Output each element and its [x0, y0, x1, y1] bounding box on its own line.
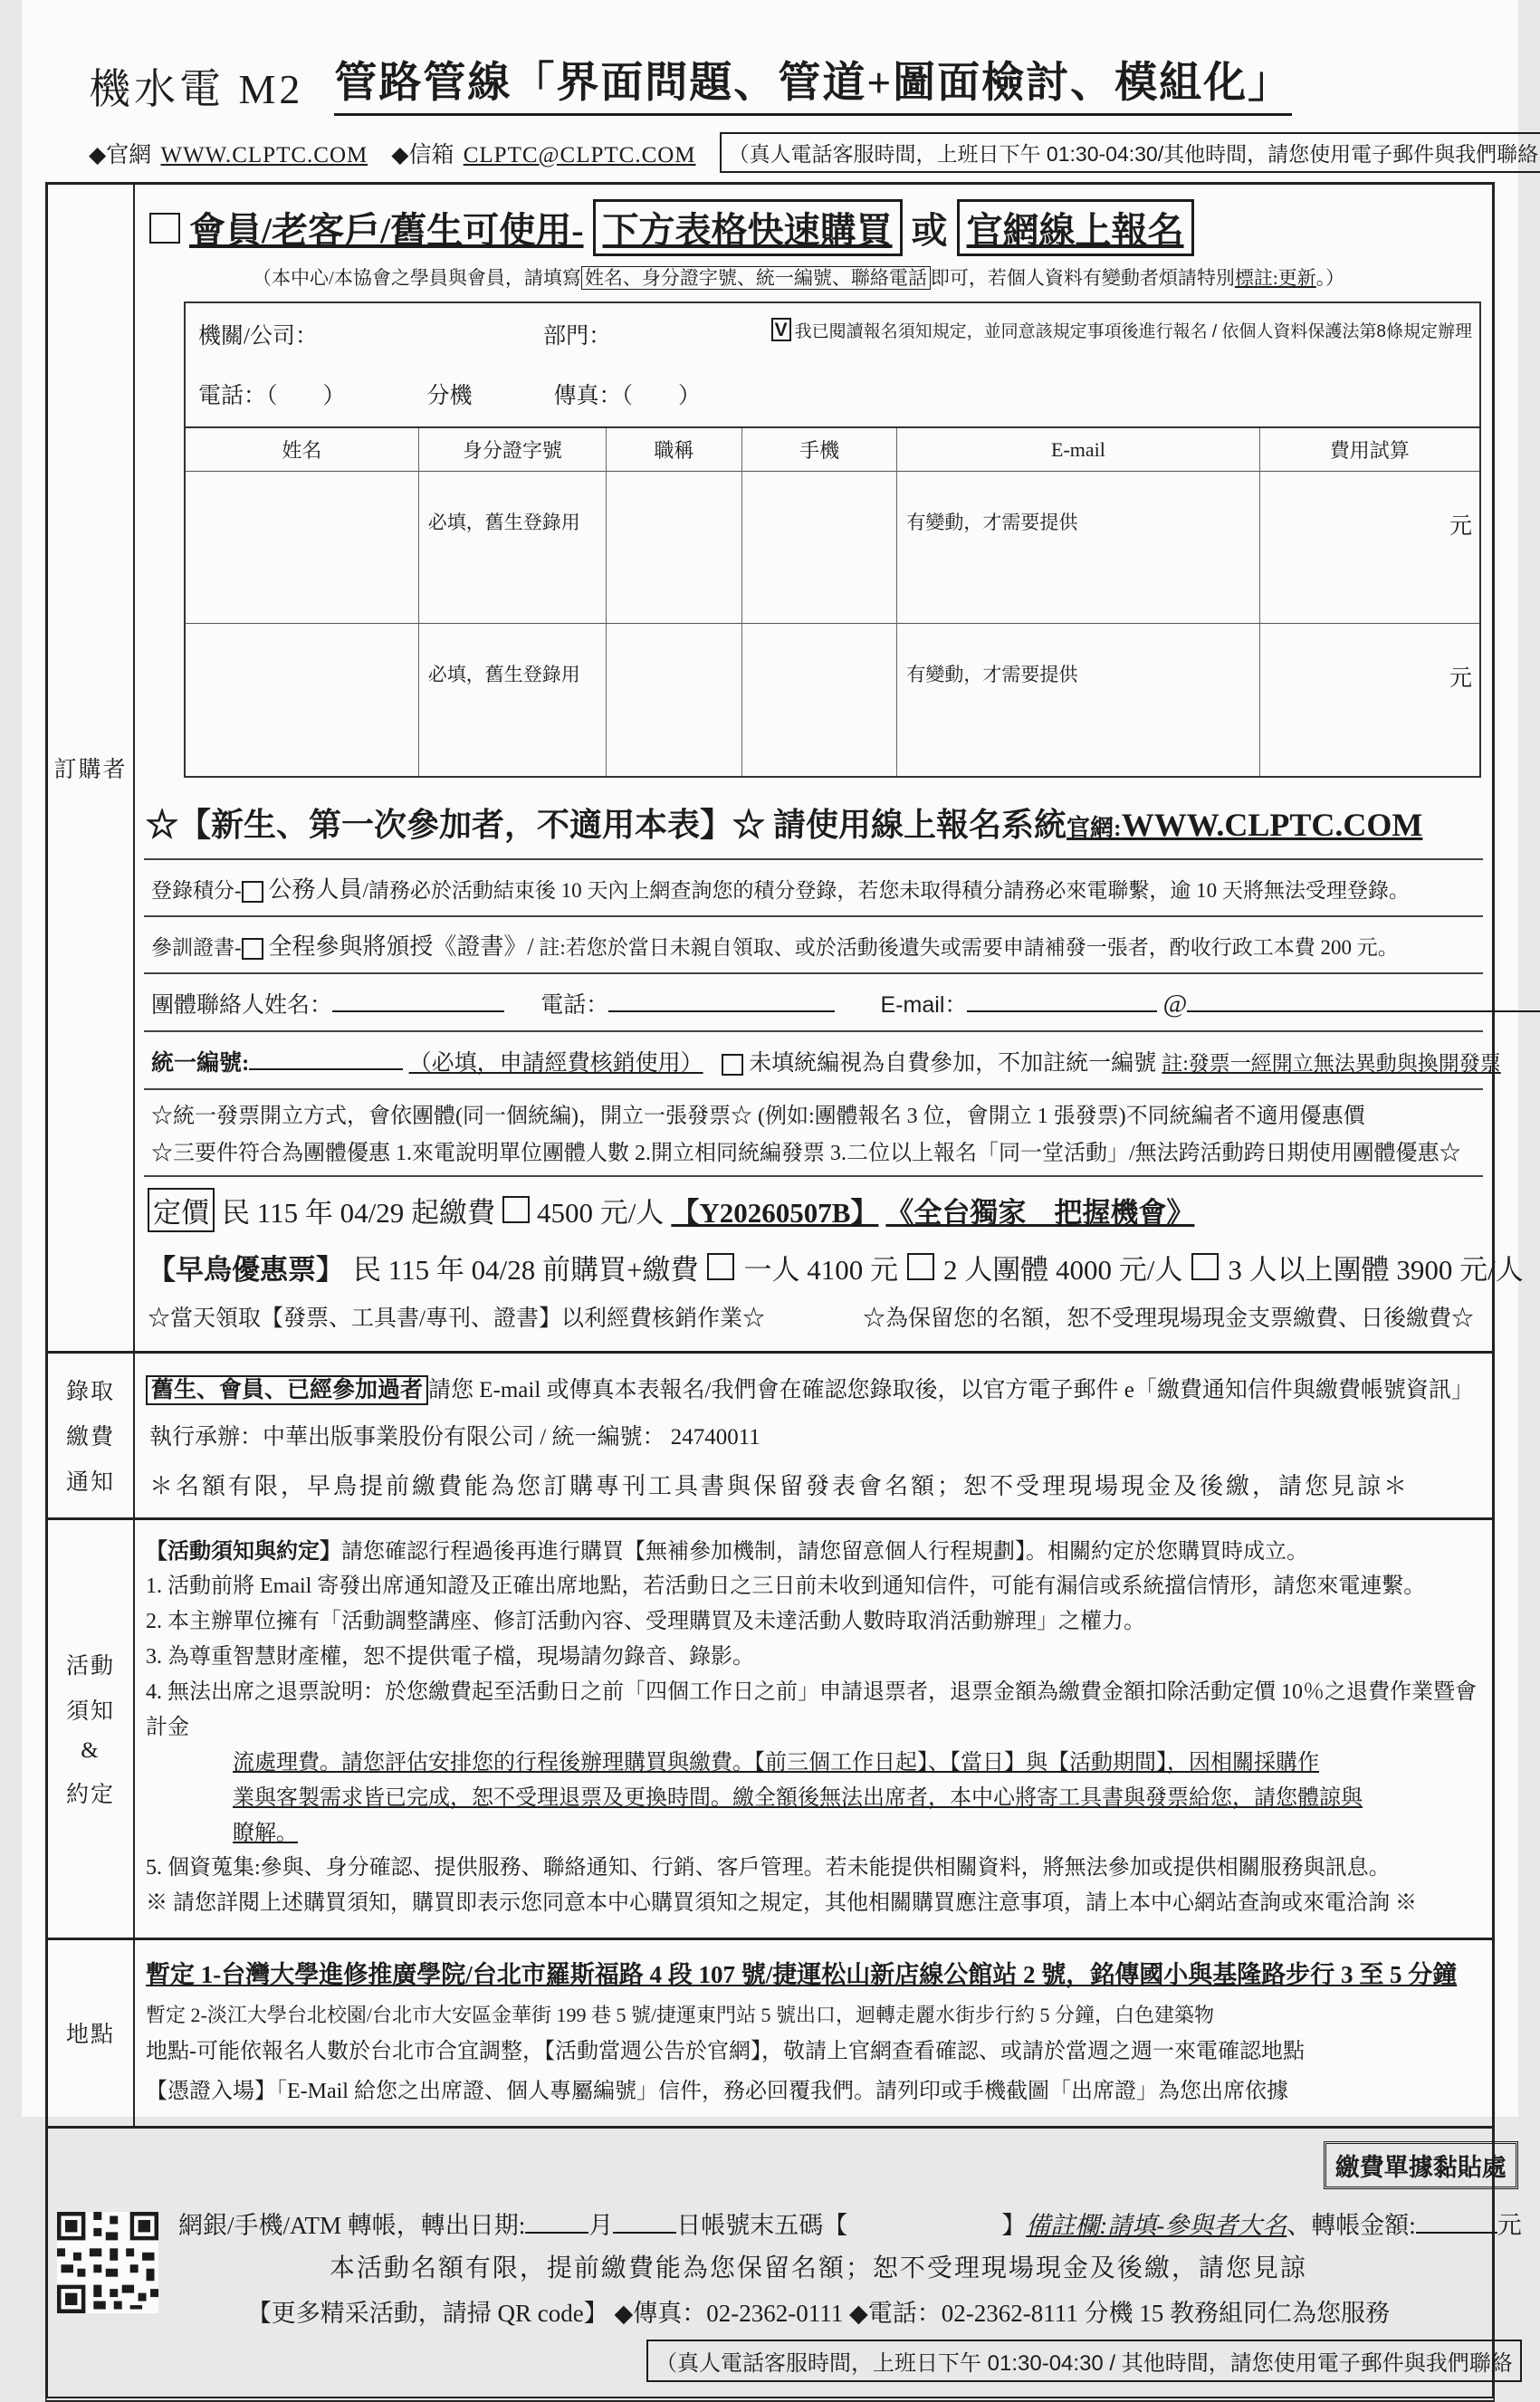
orderer-content [135, 185, 1524, 1351]
agree-checkbox[interactable]: V [771, 318, 791, 341]
cert-cb-label: 全程參與將頒授《證書》/ [268, 933, 534, 960]
title-cell[interactable] [606, 624, 741, 776]
transfer-row [178, 2205, 1522, 2241]
newbie-web-url[interactable]: WWW.CLPTC.COM [1121, 806, 1423, 843]
rule-6: ※ 請您詳閱上述購買須知，購買即表示您同意本中心購買須知之規定，其他相關購買應注意事項，請上本中心網站查詢或來電洽詢 ※ [146, 1891, 1417, 1916]
price-checkbox[interactable] [502, 1196, 530, 1223]
points-label: 登錄積分- [151, 878, 242, 902]
points-cb-label: 公務人員 [268, 876, 363, 903]
member-note-underline: 標註:更新 [1234, 267, 1316, 289]
rule-1: 1. 活動前將 Email 寄發出席通知證及正確出席地點，若活動日之三日前未收到通知信件，可能有漏信或系統擋信情形，請您來電連繫。 [146, 1574, 1426, 1599]
venue-text [144, 1946, 1483, 2119]
col-name: 姓名 [186, 427, 418, 472]
mobile-cell[interactable] [741, 624, 896, 776]
rules-section [48, 1520, 1492, 1941]
website-label: ◆官網 [89, 142, 152, 167]
rules-text [144, 1526, 1483, 1931]
dept-field-label[interactable]: 部門： [543, 324, 612, 349]
taxid-blank[interactable] [249, 1043, 403, 1070]
enroll-line1-text: 請您 E-mail 或傳真本表報名/我們會在確認您錄取後，以官方電子郵件 e「繳費通知信件與繳費帳號資訊」 [428, 1377, 1474, 1402]
price-tag: 定價 [148, 1188, 215, 1232]
cert-checkbox[interactable] [242, 938, 263, 960]
rule-4-cont: 瞭解。 [233, 1821, 298, 1845]
rule-5: 5. 個資蒐集:參與、身分確認、提供服務、聯絡通知、行銷、客戶管理。若未能提供相關資料，將無法參加或提供相關服務與訊息。 [146, 1856, 1391, 1880]
course-code: 機水電 M2 [89, 66, 304, 112]
rules-title: 【活動須知與約定】 [146, 1539, 341, 1564]
header-contact-row [45, 120, 1539, 182]
cert-row [144, 915, 1483, 972]
member-heading-row [144, 190, 1483, 258]
attendee-table [186, 426, 1479, 776]
or-text: 或 [911, 210, 948, 251]
email-cell[interactable]: 有變動，才需要提供 [897, 472, 1259, 624]
service-hours-box-bottom: （真人電話客服時間，上班日下午 01:30-04:30 / 其他時間，請您使用電子郵件與我們聯絡 [646, 2340, 1522, 2382]
side-label-text: 地點 [65, 2023, 115, 2048]
claim-row [144, 1293, 1483, 1344]
name-cell[interactable] [186, 624, 418, 776]
rules-intro [146, 1535, 1479, 1570]
account-digits-blank[interactable] [847, 2205, 1001, 2234]
invoice-star1: ☆統一發票開立方式，會依團體(同一個統編)，開立一張發票☆ (例如:團體報名 3 位，會開立 1 張發票)不同統編者不適用優惠價 [144, 1088, 1483, 1133]
registration-form-page [22, 0, 1539, 2377]
at-sign: @ [1162, 989, 1188, 1019]
attendee-row [186, 472, 1479, 624]
member-note-mid: 即可，若個人資料有變動者煩請特別 [930, 267, 1235, 289]
claim-left: ☆當天領取【發票、工具書/專刊、證書】以利經費核銷作業☆ [148, 1306, 765, 1331]
qr-code [57, 2212, 158, 2313]
invoice-star2: ☆三要件符合為團體優惠 1.來電說明單位團體人數 2.開立相同統編發票 3.二位以上報名「同一堂活動」/無法跨活動跨日期使用團體優惠☆ [151, 1141, 1461, 1165]
newbie-notice: ☆【新生、第一次參加者，不適用本表】☆ 請使用線上報名系統 [146, 806, 1067, 843]
contact-line [115, 2293, 1522, 2329]
amount-blank[interactable] [1416, 2205, 1497, 2234]
member-note-prefix: （本中心/本協會之學員與會員，請填寫 [253, 267, 581, 289]
group-email-blank[interactable] [967, 985, 1157, 1012]
group-name-label: 團體聯絡人姓名： [151, 992, 333, 1018]
group-email-label: E-mail： [880, 991, 968, 1018]
ext-field-label[interactable]: 分機 [426, 384, 473, 408]
amount-label: 、轉帳金額: [1287, 2212, 1416, 2240]
group-tel-blank[interactable] [608, 985, 835, 1012]
transfer-month-blank[interactable] [525, 2205, 588, 2234]
form-frame [45, 182, 1524, 2402]
agree-text: 我已閱讀報名須知規定，並同意該規定事項後進行報名 / 依個人資料保護法第8條規定辦理 [794, 322, 1472, 341]
payment-section [48, 2129, 1522, 2397]
price-pre: 民 115 年 04/29 起繳費 [222, 1196, 495, 1229]
points-checkbox[interactable] [242, 881, 263, 903]
phone-number: ◆電話：02-2362-8111 分機 15 教務組同仁為您服務 [849, 2300, 1390, 2328]
group-contact-row [144, 972, 1483, 1030]
mobile-cell[interactable] [741, 472, 896, 624]
orderer-section [48, 185, 1524, 1354]
side-label-text: 繳費 [65, 1425, 115, 1450]
venue-content [135, 1940, 1492, 2126]
group-tel-label: 電話： [540, 992, 609, 1018]
rule-4: 4. 無法出席之退票說明：於您繳費起至活動日之前「四個工作日之前」申請退票者，退票金額為繳費金額扣除活動定價 10％之退費作業暨會計金 [146, 1680, 1477, 1739]
side-label-text: 活動 [65, 1654, 115, 1679]
earlybird-title: 【早鳥優惠票】 [148, 1253, 344, 1286]
email-address[interactable]: CLPTC@CLPTC.COM [463, 142, 696, 167]
rule-3: 3. 為尊重智慧財產權，恕不提供電子檔，現場請勿錄音、錄影。 [146, 1645, 754, 1670]
transfer-day-blank[interactable] [613, 2205, 676, 2234]
earlybird-opt2: 2 人團體 4000 元/人 [942, 1253, 1183, 1286]
website-link[interactable] [89, 137, 368, 169]
side-label-text: 訂購者 [53, 757, 128, 782]
claim-right: ☆為保留您的名額，恕不受理現場現金支票繳費、日後繳費☆ [862, 1306, 1474, 1331]
side-label-venue [48, 1940, 135, 2126]
earlybird-opt1-checkbox[interactable] [707, 1253, 734, 1280]
name-cell[interactable] [186, 472, 418, 624]
rules-intro-text: 請您確認行程過後再進行購買【無補參加機制，請您留意個人行程規劃】。相關約定於您購買時成立。 [341, 1539, 1308, 1564]
member-note [144, 258, 1483, 298]
earlybird-opt3-checkbox[interactable] [1191, 1253, 1219, 1280]
taxid-required-note: （必填，申請經費核銷使用） [408, 1050, 703, 1076]
enroll-boxed: 舊生、會員、已經參加過者 [146, 1375, 428, 1405]
rule-4-cont: 業與客製需求皆已完成，恕不受理退票及更換時間。繳全額後無法出席者，本中心將寄工具書與發票給您，請您體諒與 [233, 1785, 1363, 1810]
fee-cell[interactable]: 元 [1259, 472, 1479, 624]
website-url[interactable]: WWW.CLPTC.COM [160, 142, 368, 167]
enroll-section [48, 1354, 1492, 1520]
col-id: 身分證字號 [418, 427, 606, 472]
id-cell[interactable]: 必填，舊生登錄用 [418, 624, 606, 776]
enroll-line1 [144, 1359, 1483, 1410]
more-events-label: 【更多精采活動，請掃 QR code】 [246, 2300, 608, 2328]
newbie-web-label: 官網: [1067, 814, 1122, 841]
quick-buy-box: 下方表格快速購買 [593, 199, 903, 256]
email-label: ◆信箱 [391, 142, 454, 167]
attendee-header-row [186, 427, 1479, 472]
month-label: 月 [588, 2212, 614, 2240]
taxid-checkbox[interactable] [722, 1054, 743, 1076]
email-link[interactable] [391, 137, 695, 169]
side-label-text: 通知 [65, 1470, 115, 1495]
fax-number: ◆傳真：02-2362-0111 [614, 2300, 844, 2328]
price-row [144, 1175, 1483, 1238]
org-row [186, 303, 1479, 354]
tel-row [186, 354, 1479, 426]
venue-ticket-note: 【憑證入場】「E-Mail 給您之出席證、個人專屬編號」信件，務必回覆我們。請列印或手機截圖「出席證」為您出席依據 [146, 2079, 1288, 2103]
receipt-paste-box: 繳費單據黏貼處 [1324, 2141, 1518, 2189]
title-cell[interactable] [606, 472, 741, 624]
side-label-rules [48, 1520, 135, 1938]
member-note-boxed: 姓名、身分證字號、統一編號、聯絡電話 [581, 266, 931, 290]
online-signup-box: 官網線上報名 [957, 199, 1194, 256]
member-checkbox[interactable] [149, 213, 180, 244]
venue-option1: 暫定 1-台灣大學進修推廣學院/台北市羅斯福路 4 段 107 號/捷運松山新店線公館站 2 號，銘傳國小與基隆路步行 3 至 5 分鐘 [146, 1961, 1458, 1989]
earlybird-opt1: 一人 4100 元 [743, 1253, 898, 1286]
payment-content [48, 2129, 1535, 2397]
course-id: 【Y20260507B】 [671, 1196, 879, 1229]
earlybird-opt2-checkbox[interactable] [907, 1253, 934, 1280]
enroll-content [135, 1354, 1492, 1517]
earlybird-pre: 民 115 年 04/28 前購買+繳費 [353, 1253, 699, 1286]
quota-reminder: 本活動名額有限，提前繳費能為您保留名額；恕不受理現場現金及後繳，請您見諒 [329, 2254, 1307, 2283]
cert-text: 註:若您於當日未親自領取、或於活動後遺失或需要申請補發一張者，酌收行政工本費 200 元。 [539, 935, 1399, 959]
attendee-row [186, 624, 1479, 776]
points-text: /請務必於活動結束後 10 天內上網查詢您的積分登錄，若您未取得積分請務必來電聯繫，逾 10 天將無法受理登錄。 [362, 878, 1410, 902]
taxid-label: 統一編號: [151, 1050, 250, 1076]
member-note-end: 。） [1315, 267, 1345, 289]
enroll-reminder: ＊名額有限，早鳥提前繳費能為您訂購專刊工具書與保留發表會名額；恕不受理現場現金及後繳，請您見諒＊ [149, 1472, 1411, 1499]
tel-field-label[interactable]: 電話：（ ） [198, 384, 346, 408]
earlybird-row [144, 1238, 1524, 1293]
page-title: 管路管線「界面問題、管道+圖面檢討、模組化」 [334, 49, 1292, 116]
taxid-row [144, 1030, 1501, 1088]
side-label-text: 約定 [65, 1783, 115, 1808]
venue-section [48, 1940, 1492, 2129]
rules-content [135, 1520, 1492, 1938]
price-value: 4500 元/人 [536, 1196, 665, 1229]
org-field-label[interactable]: 機關/公司： [198, 324, 318, 349]
rule-4-cont: 流處理費。請您評估安排您的行程後辦理購買與繳費。【前三個工作日起】、【當日】與【活動期間】，因相關採購作 [233, 1750, 1319, 1775]
newbie-web[interactable] [1067, 806, 1422, 844]
cert-label: 參訓證書- [151, 935, 242, 959]
col-mobile: 手機 [741, 427, 896, 472]
side-label-text: 錄取 [65, 1380, 115, 1404]
transfer-label: 網銀/手機/ATM 轉帳，轉出日期: [178, 2212, 526, 2240]
venue-adjust-note: 地點-可能依報名人數於台北市合宜調整，【活動當週公告於官網】，敬請上官網查看確認、或請於當週之週一來電確認地點 [146, 2040, 1305, 2064]
bracket-close: 】 [1001, 2212, 1027, 2240]
group-email-domain-blank[interactable] [1187, 985, 1540, 1012]
venue-option2: 暫定 2-淡江大學台北校園/台北市大安區金華街 199 巷 5 號/捷運東門站 5 號出口，迴轉走麗水街步行約 5 分鐘，白色建築物 [146, 2003, 1215, 2026]
form-header [45, 33, 1495, 120]
taxid-cb-text: 未填統編視為自費參加，不加註統一編號 [749, 1050, 1157, 1076]
col-email: E-mail [897, 427, 1259, 472]
side-label-text: & [81, 1738, 100, 1764]
service-hours-box: （真人電話客服時間，上班日下午 01:30-04:30/其他時間，請您使用電子郵件與我們聯絡 [720, 132, 1540, 173]
rule-2: 2. 本主辦單位擁有「活動調整講座、修訂活動內容、受理購買及未達活動人數時取消活動辦理」之權力。 [146, 1610, 1145, 1634]
transfer-note: 備註欄:請填-參與者大名 [1026, 2212, 1287, 2240]
side-label-text: 須知 [65, 1699, 115, 1725]
fax-field-label[interactable]: 傳真：（ ） [553, 384, 702, 408]
amount-unit: 元 [1497, 2212, 1522, 2240]
group-name-blank[interactable] [332, 985, 504, 1012]
agree-row [771, 318, 1472, 342]
order-table-box [184, 301, 1481, 778]
fee-cell[interactable]: 元 [1259, 624, 1479, 776]
newbie-notice-row [144, 785, 1483, 858]
side-label-enroll [48, 1354, 135, 1517]
id-cell[interactable]: 必填，舊生登錄用 [418, 472, 606, 624]
taxid-note: 註:發票一經開立無法異動與換開發票 [1162, 1051, 1501, 1075]
earlybird-opt3: 3 人以上團體 3900 元/人 [1228, 1253, 1524, 1286]
side-label-orderer [48, 185, 135, 1351]
col-fee: 費用試算 [1259, 427, 1479, 472]
account-digits-label: 日帳號末五碼【 [676, 2212, 848, 2240]
points-row [144, 858, 1483, 915]
member-heading: 會員/老客戶/舊生可使用- [189, 210, 584, 251]
col-title: 職稱 [606, 427, 741, 472]
email-cell[interactable]: 有變動，才需要提供 [897, 624, 1259, 776]
enroll-contractor: 執行承辦：中華出版事業股份有限公司 / 統一編號： 24740011 [149, 1424, 760, 1450]
price-slogan: 《全台獨家 把握機會》 [885, 1196, 1195, 1229]
